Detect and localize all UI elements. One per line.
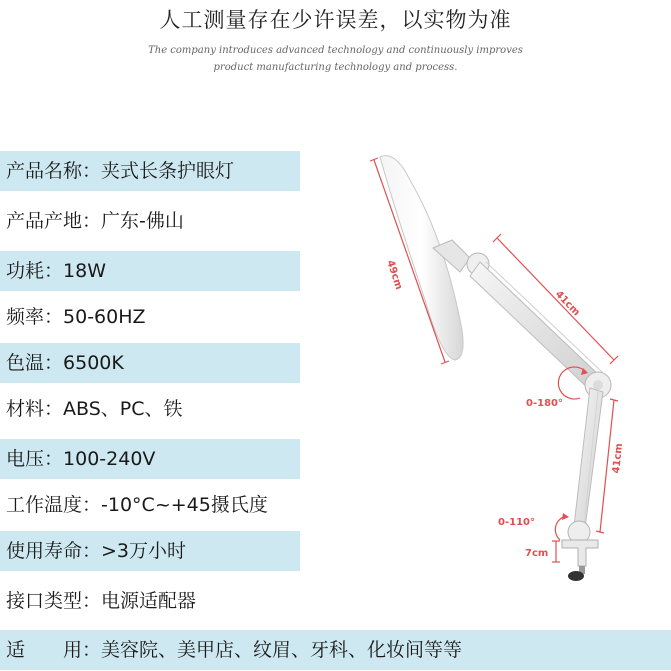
dimension-label-lower-arm: 41cm [611, 442, 626, 475]
angle-label-upper: 0-180° [526, 398, 563, 409]
angle-label-lower: 0-110° [498, 517, 535, 528]
spec-label: 频率： [6, 306, 64, 328]
spec-value: ABS、PC、铁 [63, 398, 183, 420]
dimension-label-clamp: 7cm [525, 548, 549, 559]
dimension-lower-arm [596, 399, 625, 533]
spec-value: >3万小时 [101, 540, 187, 562]
spec-label: 工作温度： [6, 494, 102, 516]
angle-lower [498, 513, 569, 540]
spec-value: 18W [63, 260, 106, 282]
spec-value: 夹式长条护眼灯 [101, 160, 235, 182]
spec-label: 色温： [6, 352, 64, 374]
spec-label: 产品产地： [6, 210, 102, 232]
clamp [562, 540, 598, 566]
spec-label: 产品名称： [6, 160, 102, 182]
spec-value: 100-240V [63, 448, 156, 470]
spec-value: 50-60HZ [63, 306, 146, 328]
lower-arm [574, 388, 603, 528]
spec-label: 适 用： [6, 639, 102, 661]
page-title: 人工测量存在少许误差，以实物为准 [159, 8, 512, 32]
dimension-clamp [525, 541, 560, 562]
dimension-label-head: 49cm [384, 258, 405, 292]
clamp-knob [568, 571, 584, 581]
dimension-label-upper-arm: 41cm [552, 288, 582, 319]
spec-value: -10°C~+45摄氏度 [101, 494, 268, 516]
spec-label: 接口类型： [6, 590, 102, 612]
spec-label: 材料： [6, 398, 64, 420]
spec-label: 使用寿命： [6, 540, 102, 562]
spec-value: 6500K [63, 352, 124, 374]
spec-value: 电源适配器 [101, 590, 197, 612]
spec-label: 电压： [6, 448, 64, 470]
spec-value: 广东-佛山 [101, 210, 184, 232]
spec-value: 美容院、美甲店、纹眉、牙科、化妆间等等 [101, 639, 463, 661]
subtitle-line-2: product manufacturing technology and process. [213, 62, 458, 73]
spec-label: 功耗： [6, 260, 64, 282]
subtitle-line-1: The company introduces advanced technology and continuously improves [148, 45, 523, 56]
